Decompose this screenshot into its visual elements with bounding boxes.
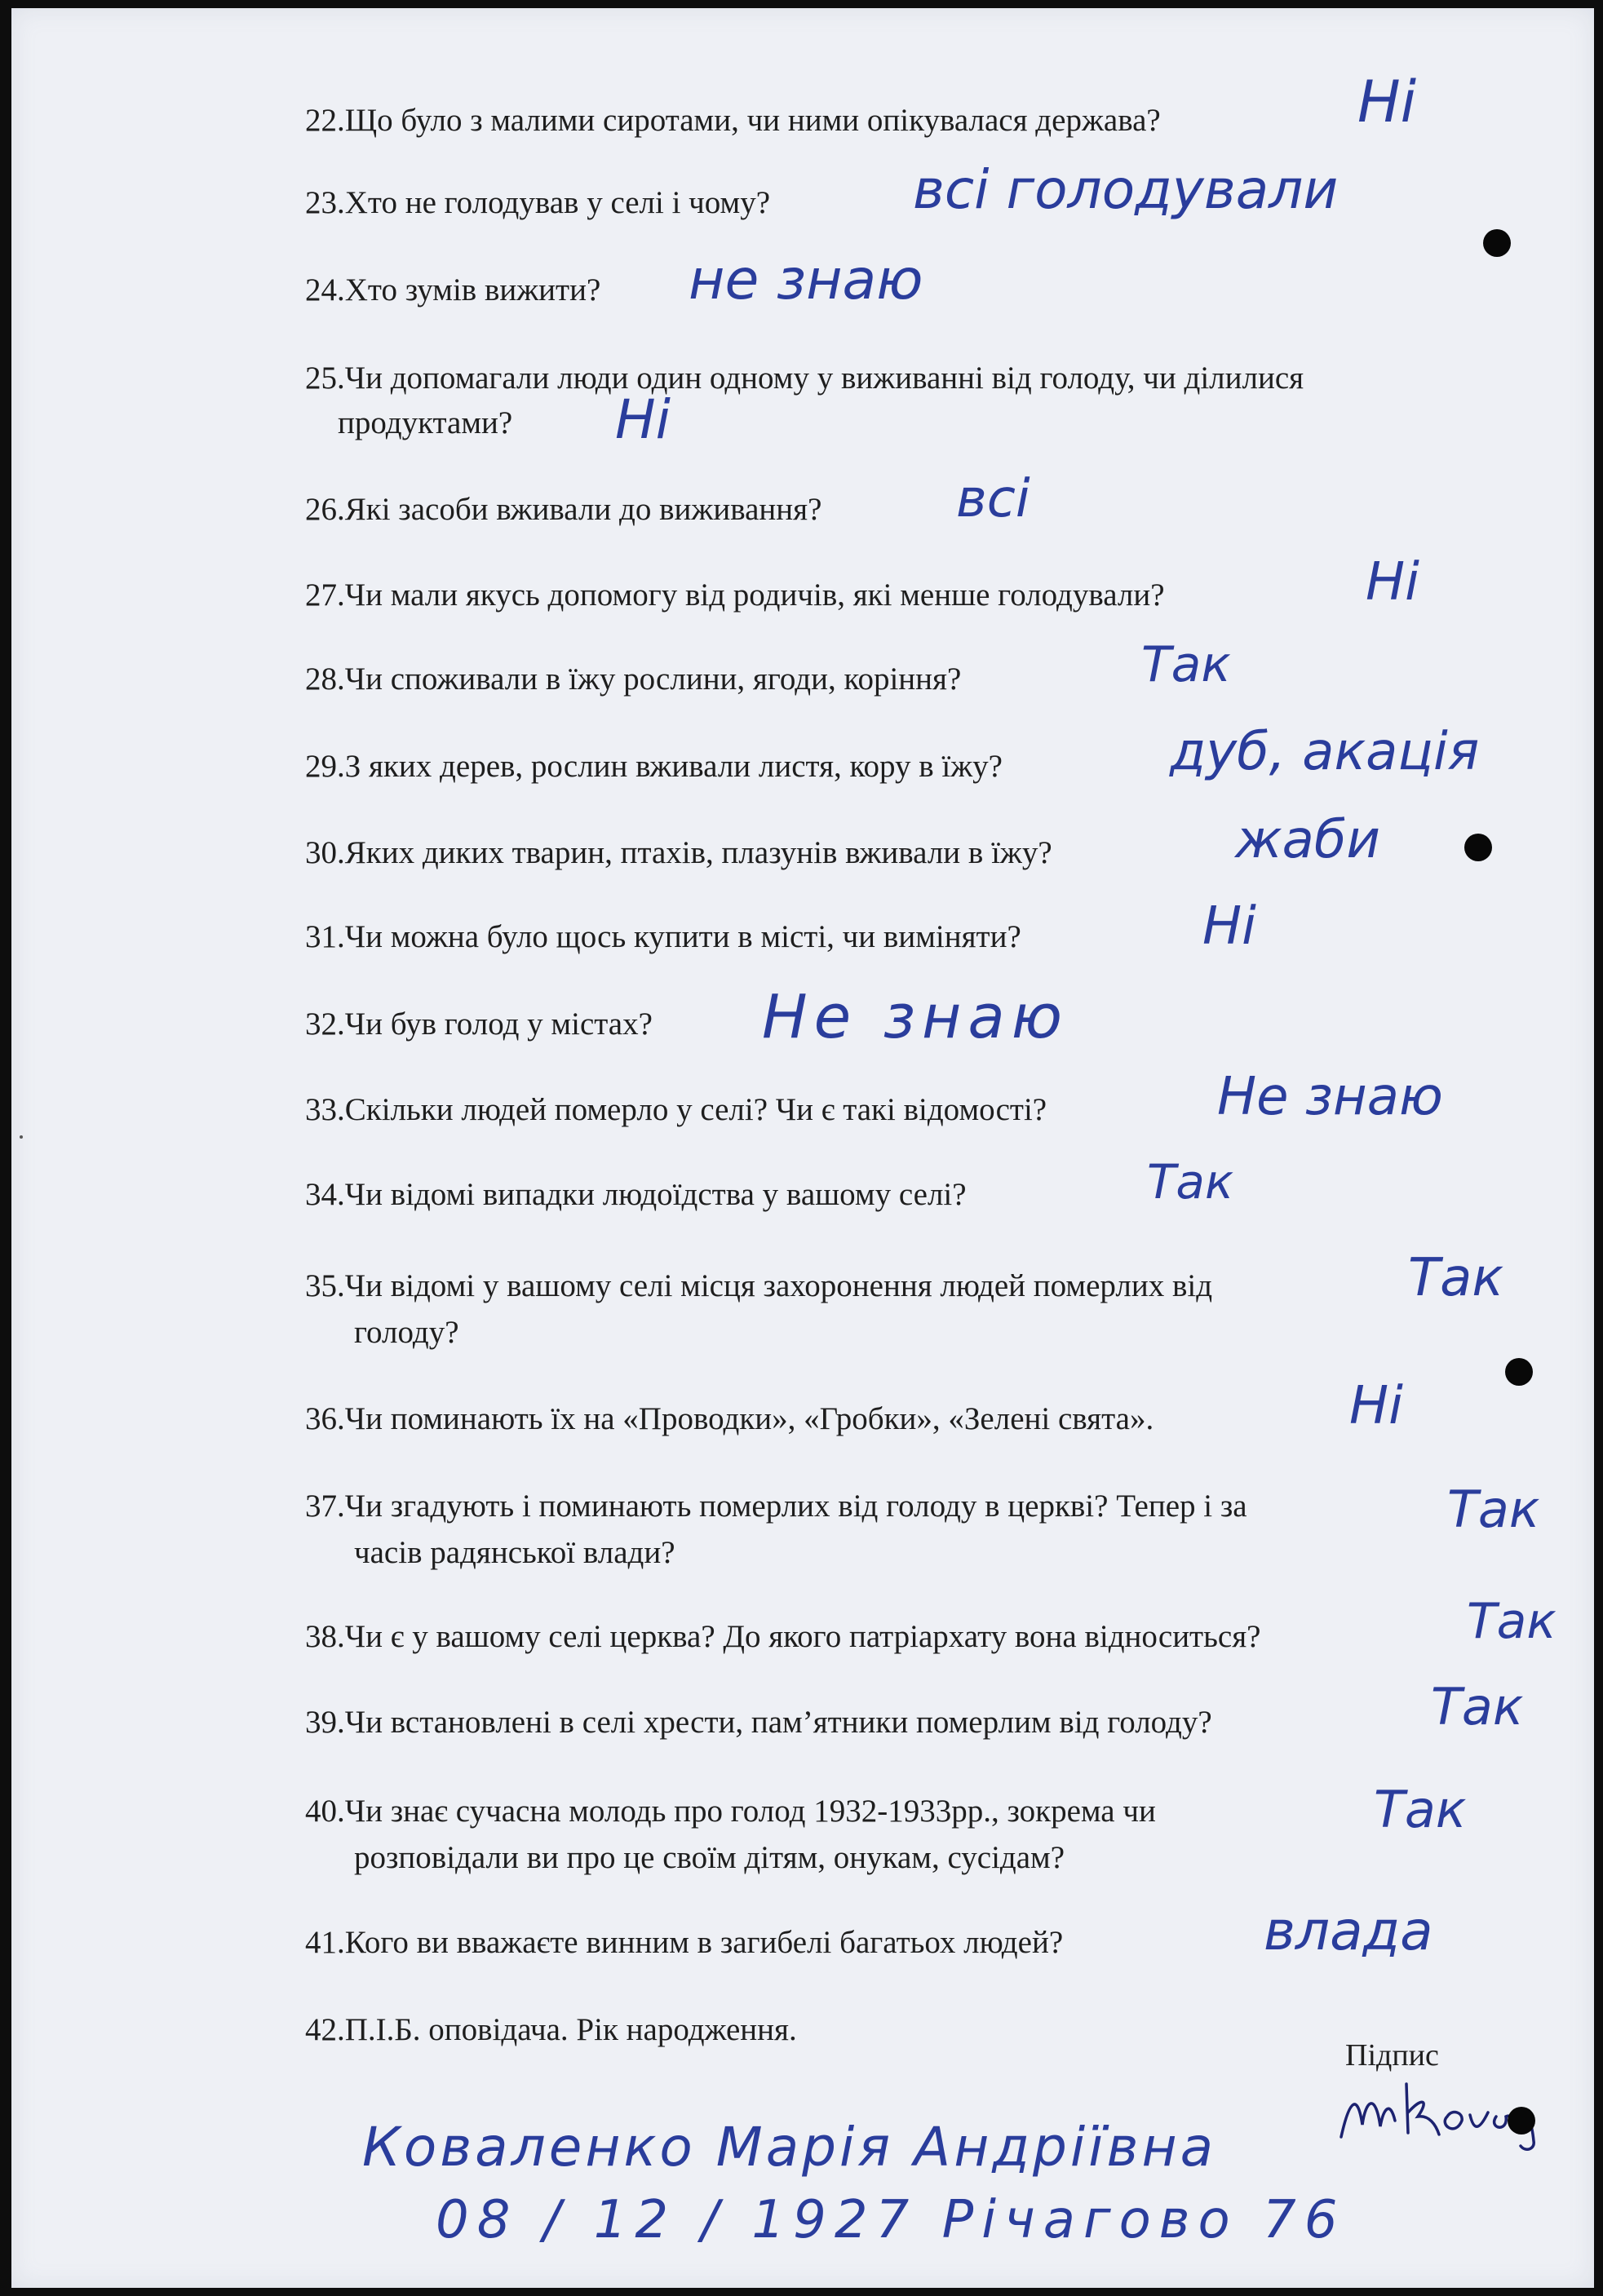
- question-31: 31.Чи можна було щось купити в місті, чи виміняти?: [305, 919, 1021, 954]
- answer-27: Ні: [1366, 552, 1419, 613]
- signature-label: Підпис: [1345, 2038, 1439, 2073]
- question-42: 42.П.І.Б. оповідача. Рік народження.: [305, 2012, 797, 2047]
- question-39: 39.Чи встановлені в селі хрести, пам’ятники померлим від голоду?: [305, 1705, 1212, 1740]
- answer-22: Ні: [1357, 69, 1417, 135]
- question-38: 38.Чи є у вашому селі церква? До якого патріархату вона відноситься?: [305, 1619, 1261, 1654]
- answer-26: всі: [956, 469, 1030, 529]
- answer-38: Так: [1467, 1593, 1557, 1650]
- question-25-line-2: продуктами?: [338, 405, 513, 440]
- question-37-line-2: часів радянської влади?: [354, 1535, 675, 1570]
- punch-hole: [1508, 2107, 1535, 2135]
- question-24: 24.Хто зумів вижити?: [305, 272, 601, 307]
- answer-31: Ні: [1202, 896, 1256, 957]
- answer-30: жаби: [1235, 810, 1380, 870]
- question-34: 34.Чи відомі випадки людоїдства у вашому селі?: [305, 1177, 967, 1212]
- respondent-birthdate-address: 08 / 12 / 1927 Річагово 76: [436, 2190, 1346, 2250]
- punch-hole: [1483, 229, 1511, 257]
- question-22: 22.Що було з малими сиротами, чи ними опікувалася держава?: [305, 103, 1161, 138]
- question-36: 36.Чи поминають їх на «Проводки», «Гробки», «Зелені свята».: [305, 1401, 1154, 1436]
- question-40-line-2: розповідали ви про це своїм дітям, онукам, сусідам?: [354, 1840, 1065, 1875]
- answer-25: Ні: [615, 388, 671, 451]
- margin-dot: [20, 1135, 23, 1139]
- answer-28: Так: [1141, 636, 1231, 693]
- answer-33: Не знаю: [1217, 1067, 1443, 1127]
- question-30: 30.Яких диких тварин, птахів, плазунів вживали в їжу?: [305, 835, 1052, 870]
- question-35-line-2: голоду?: [354, 1315, 459, 1350]
- answer-24: не знаю: [689, 248, 923, 312]
- question-33: 33.Скільки людей померло у селі? Чи є такі відомості?: [305, 1092, 1047, 1127]
- answer-29: дуб, акація: [1170, 722, 1480, 782]
- answer-23: всі голодували: [913, 158, 1339, 221]
- question-41: 41.Кого ви вважаєте винним в загибелі багатьох людей?: [305, 1925, 1064, 1960]
- question-25: 25.Чи допомагали люди один одному у виживанні від голоду, чи ділилися: [305, 361, 1304, 396]
- question-35: 35.Чи відомі у вашому селі місця захоронення людей померлих від: [305, 1268, 1213, 1303]
- question-23: 23.Хто не голодував у селі і чому?: [305, 185, 771, 220]
- punch-hole: [1505, 1358, 1533, 1386]
- answer-34: Так: [1147, 1154, 1234, 1210]
- question-28: 28.Чи споживали в їжу рослини, ягоди, коріння?: [305, 661, 962, 697]
- question-37: 37.Чи згадують і поминають померлих від голоду в церкві? Тепер і за: [305, 1489, 1247, 1524]
- question-26: 26.Які засоби вживали до виживання?: [305, 492, 822, 527]
- answer-39: Так: [1431, 1677, 1524, 1736]
- answer-35: Так: [1408, 1248, 1503, 1308]
- question-32: 32.Чи був голод у містах?: [305, 1006, 653, 1042]
- answer-41: влада: [1264, 1900, 1433, 1962]
- answer-37: Так: [1447, 1480, 1540, 1539]
- answer-36: Ні: [1349, 1376, 1403, 1436]
- answer-40: Так: [1374, 1780, 1467, 1839]
- punch-hole: [1464, 834, 1492, 861]
- questionnaire-page: [11, 8, 1594, 2288]
- answer-32: Не знаю: [762, 982, 1069, 1052]
- question-29: 29.З яких дерев, рослин вживали листя, кору в їжу?: [305, 749, 1003, 784]
- respondent-name: Коваленко Марія Андріївна: [362, 2116, 1217, 2179]
- question-27: 27.Чи мали якусь допомогу від родичів, які менше голодували?: [305, 577, 1165, 613]
- question-40: 40.Чи знає сучасна молодь про голод 1932-1933рр., зокрема чи: [305, 1794, 1156, 1829]
